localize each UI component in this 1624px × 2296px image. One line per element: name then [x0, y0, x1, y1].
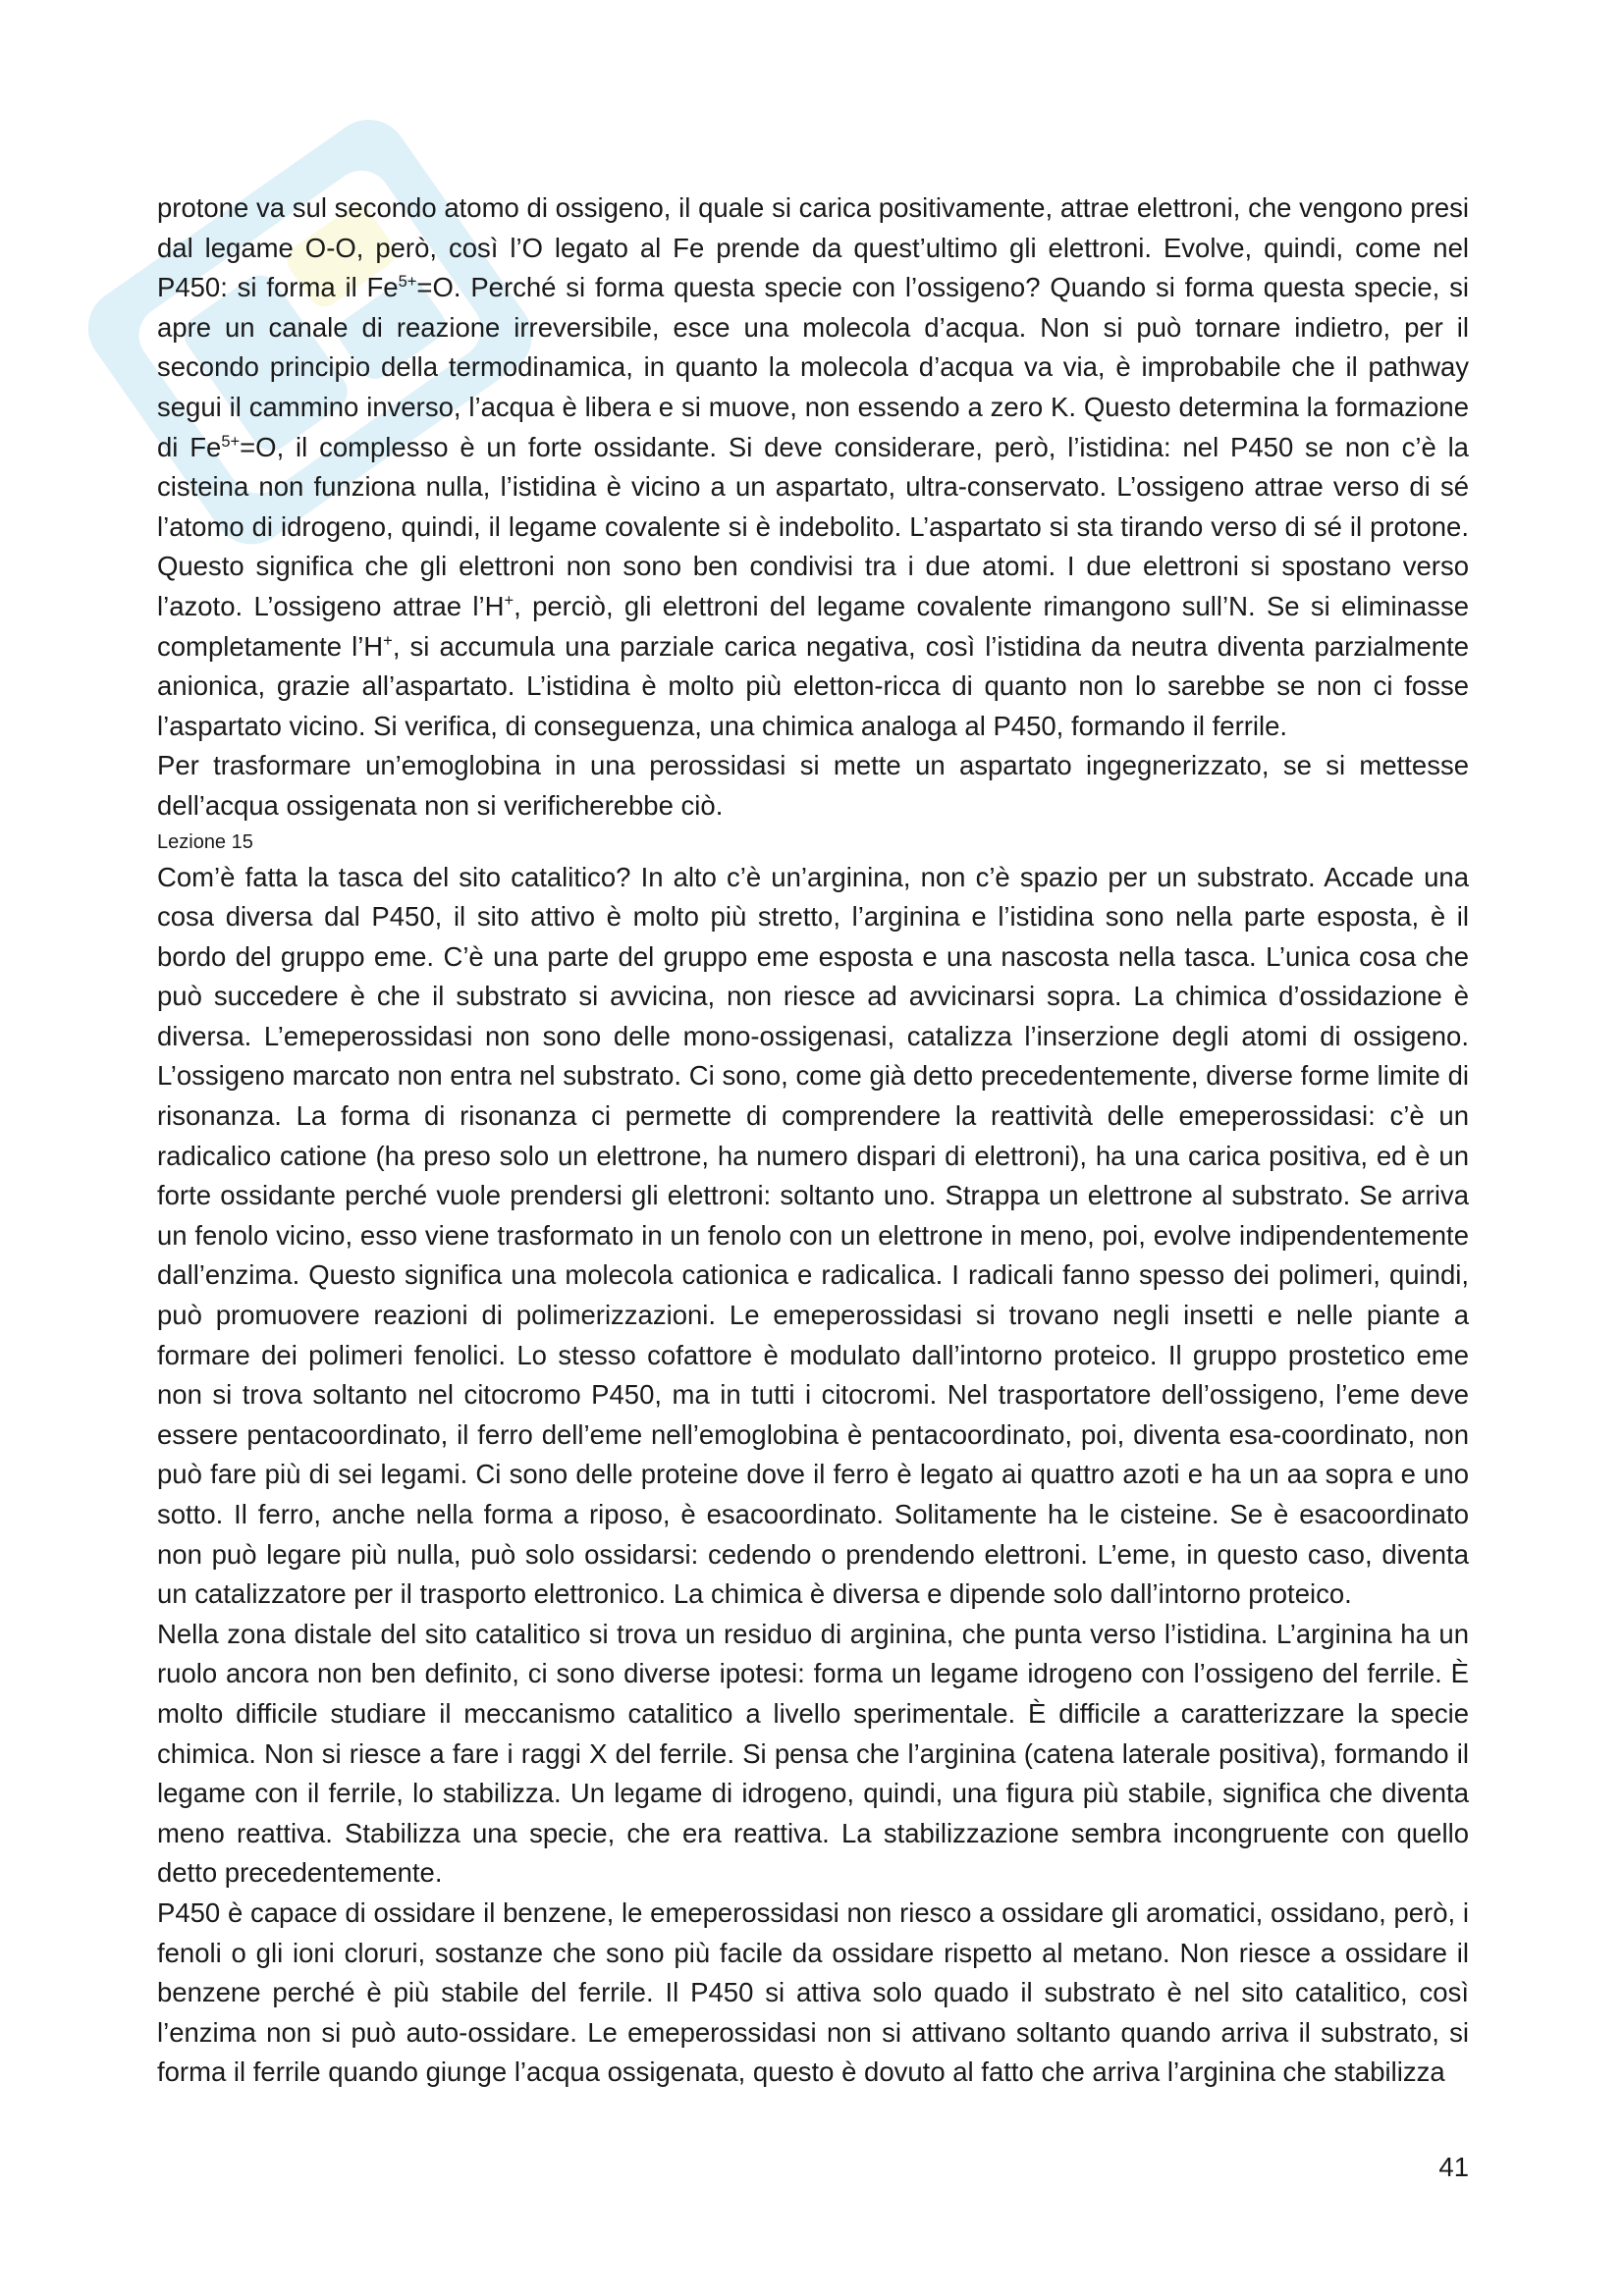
paragraph-1: protone va sul secondo atomo di ossigeno, il quale si carica positivamente, attrae elettroni, che vengono presi dal legame O-O, però, così l’O legato al Fe prende da quest’ultimo gli elettroni. Evolve, quindi, come nel P450: si forma il $Fe^{5+}=O$. Perché si forma questa specie con l’ossigeno? Quando si forma questa specie, si apre un canale di reazione irreversibile, esce una molecola d’acqua. Non si può tornare indietro, per il secondo principio della termodinamica, in quanto la molecola d’acqua va via, è improbabile che il pathway segui il cammino inverso, l’acqua è libera e si muove, non essendo a zero K. Questo determina la formazione di $Fe^{5+}=O$, il complesso è un forte ossidante. Si deve considerare, però, l’istidina: nel P450 se non c’è la cisteina non funziona nulla, l’istidina è vicino a un aspartato, ultra-conservato. L’ossigeno attrae verso di sé l’atomo di idrogeno, quindi, il legame covalente si è indebolito. L’aspartato si sta tirando verso di sé il protone. Questo significa che gli elettroni non sono ben condivisi tra i due atomi. I due elettroni si spostano verso l’azoto. L’ossigeno attrae l’H+, perciò, gli elettroni del legame covalente rimangono sull’N. Se si eliminasse completamente l’H+, si accumula una parziale carica negativa, così l’istidina da neutra diventa parzialmente anionica, grazie all’aspartato. L’istidina è molto più eletton-ricca di quanto non lo sarebbe se non ci fosse l’aspartato vicino. Si verifica, di conseguenza, una chimica analoga al P450, formando il ferrile.: [157, 192, 1470, 741]
superscript-charge: +: [383, 631, 393, 650]
paragraph-2: Per trasformare un’emoglobina in una perossidasi si mette un aspartato ingegnerizzato, se si mettesse dell’acqua ossigenata non si verificherebbe ciò.: [157, 750, 1469, 821]
superscript-charge: 5+: [221, 432, 241, 451]
paragraph-4: Nella zona distale del sito catalitico si trova un residuo di arginina, che punta verso l’istidina. L’arginina ha un ruolo ancora non ben definito, ci sono diverse ipotesi: forma un legame idrogeno con l’ossigeno del ferrile. È molto difficile studiare il meccanismo catalitico a livello sperimentale. È difficile a caratterizzare la specie chimica. Non si riesce a fare i raggi X del ferrile. Si pensa che l’arginina (catena laterale positiva), formando il legame con il ferrile, lo stabilizza. Un legame di idrogeno, quindi, una figura più stabile, significa che diventa meno reattiva. Stabilizza una specie, che era reattiva. La stabilizzazione sembra incongruente con quello detto precedentemente.: [157, 1618, 1469, 1889]
paragraph-5: P450 è capace di ossidare il benzene, le emeperossidasi non riesco a ossidare gli aromatici, ossidano, però, i fenoli o gli ioni cloruri, sostanze che sono più facile da ossidare rispetto al metano. Non riesce a ossidare il benzene perché è più stabile del ferrile. Il P450 si attiva solo quado il substrato è nel sito catalitico, così l’enzima non si può auto-ossidare. Le emeperossidasi non si attivano soltanto quando arriva il substrato, si forma il ferrile quando giunge l’acqua ossigenata, questo è dovuto al fatto che arriva l’arginina che stabilizza: [157, 1896, 1469, 2088]
lesson-heading: Lezione 15: [157, 830, 253, 853]
document-body: [157, 188, 1469, 2093]
paragraph-3: Com’è fatta la tasca del sito catalitico? In alto c’è un’arginina, non c’è spazio per un substrato. Accade una cosa diversa dal P450, il sito attivo è molto più stretto, l’arginina e l’istidina sono nella parte esposta, è il bordo del gruppo eme. C’è una parte del gruppo eme esposta e una nascosta nella tasca. L’unica cosa che può succedere è che il substrato si avvicina, non riesce ad avvicinarsi sopra. La chimica d’ossidazione è diversa. L’emeperossidasi non sono delle mono-ossigenasi, catalizza l’inserzione degli atomi di ossigeno. L’ossigeno marcato non entra nel substrato. Ci sono, come già detto precedentemente, diverse forme limite di risonanza. La forma di risonanza ci permette di comprendere la reattività delle emeperossidasi: c’è un radicalico catione (ha preso solo un elettrone, ha numero dispari di elettroni), ha una carica positiva, ed è un forte ossidante perché vuole prendersi gli elettroni: soltanto uno. Strappa un elettrone al substrato. Se arriva un fenolo vicino, esso viene trasformato in un fenolo con un elettrone in meno, poi, evolve indipendentemente dall’enzima. Questo significa una molecola cationica e radicalica. I radicali fanno spesso dei polimeri, quindi, può promuovere reazioni di polimerizzazioni. Le emeperossidasi si trovano negli insetti e nelle piante a formare dei polimeri fenolici. Lo stesso cofattore è modulato dall’intorno proteico. Il gruppo prostetico eme non si trova soltanto nel citocromo P450, ma in tutti i citocromi. Nel trasportatore dell’ossigeno, l’eme deve essere pentacoordinato, il ferro dell’eme nell’emoglobina è pentacoordinato, poi, diventa esa-coordinato, non può fare più di sei legami. Ci sono delle proteine dove il ferro è legato ai quattro azoti e ha un aa sopra e uno sotto. Il ferro, anche nella forma a riposo, è esacoordinato. Solitamente ha le cisteine. Se è esacoordinato non può legare più nulla, può solo ossidarsi: cedendo o prendendo elettroni. L’eme, in questo caso, diventa un catalizzatore per il trasporto elettronico. La chimica è diversa e dipende solo dall’intorno proteico.: [157, 861, 1469, 1610]
superscript-charge: 5+: [398, 273, 417, 292]
page-number: 41: [1438, 2152, 1469, 2182]
superscript-charge: +: [504, 591, 514, 610]
